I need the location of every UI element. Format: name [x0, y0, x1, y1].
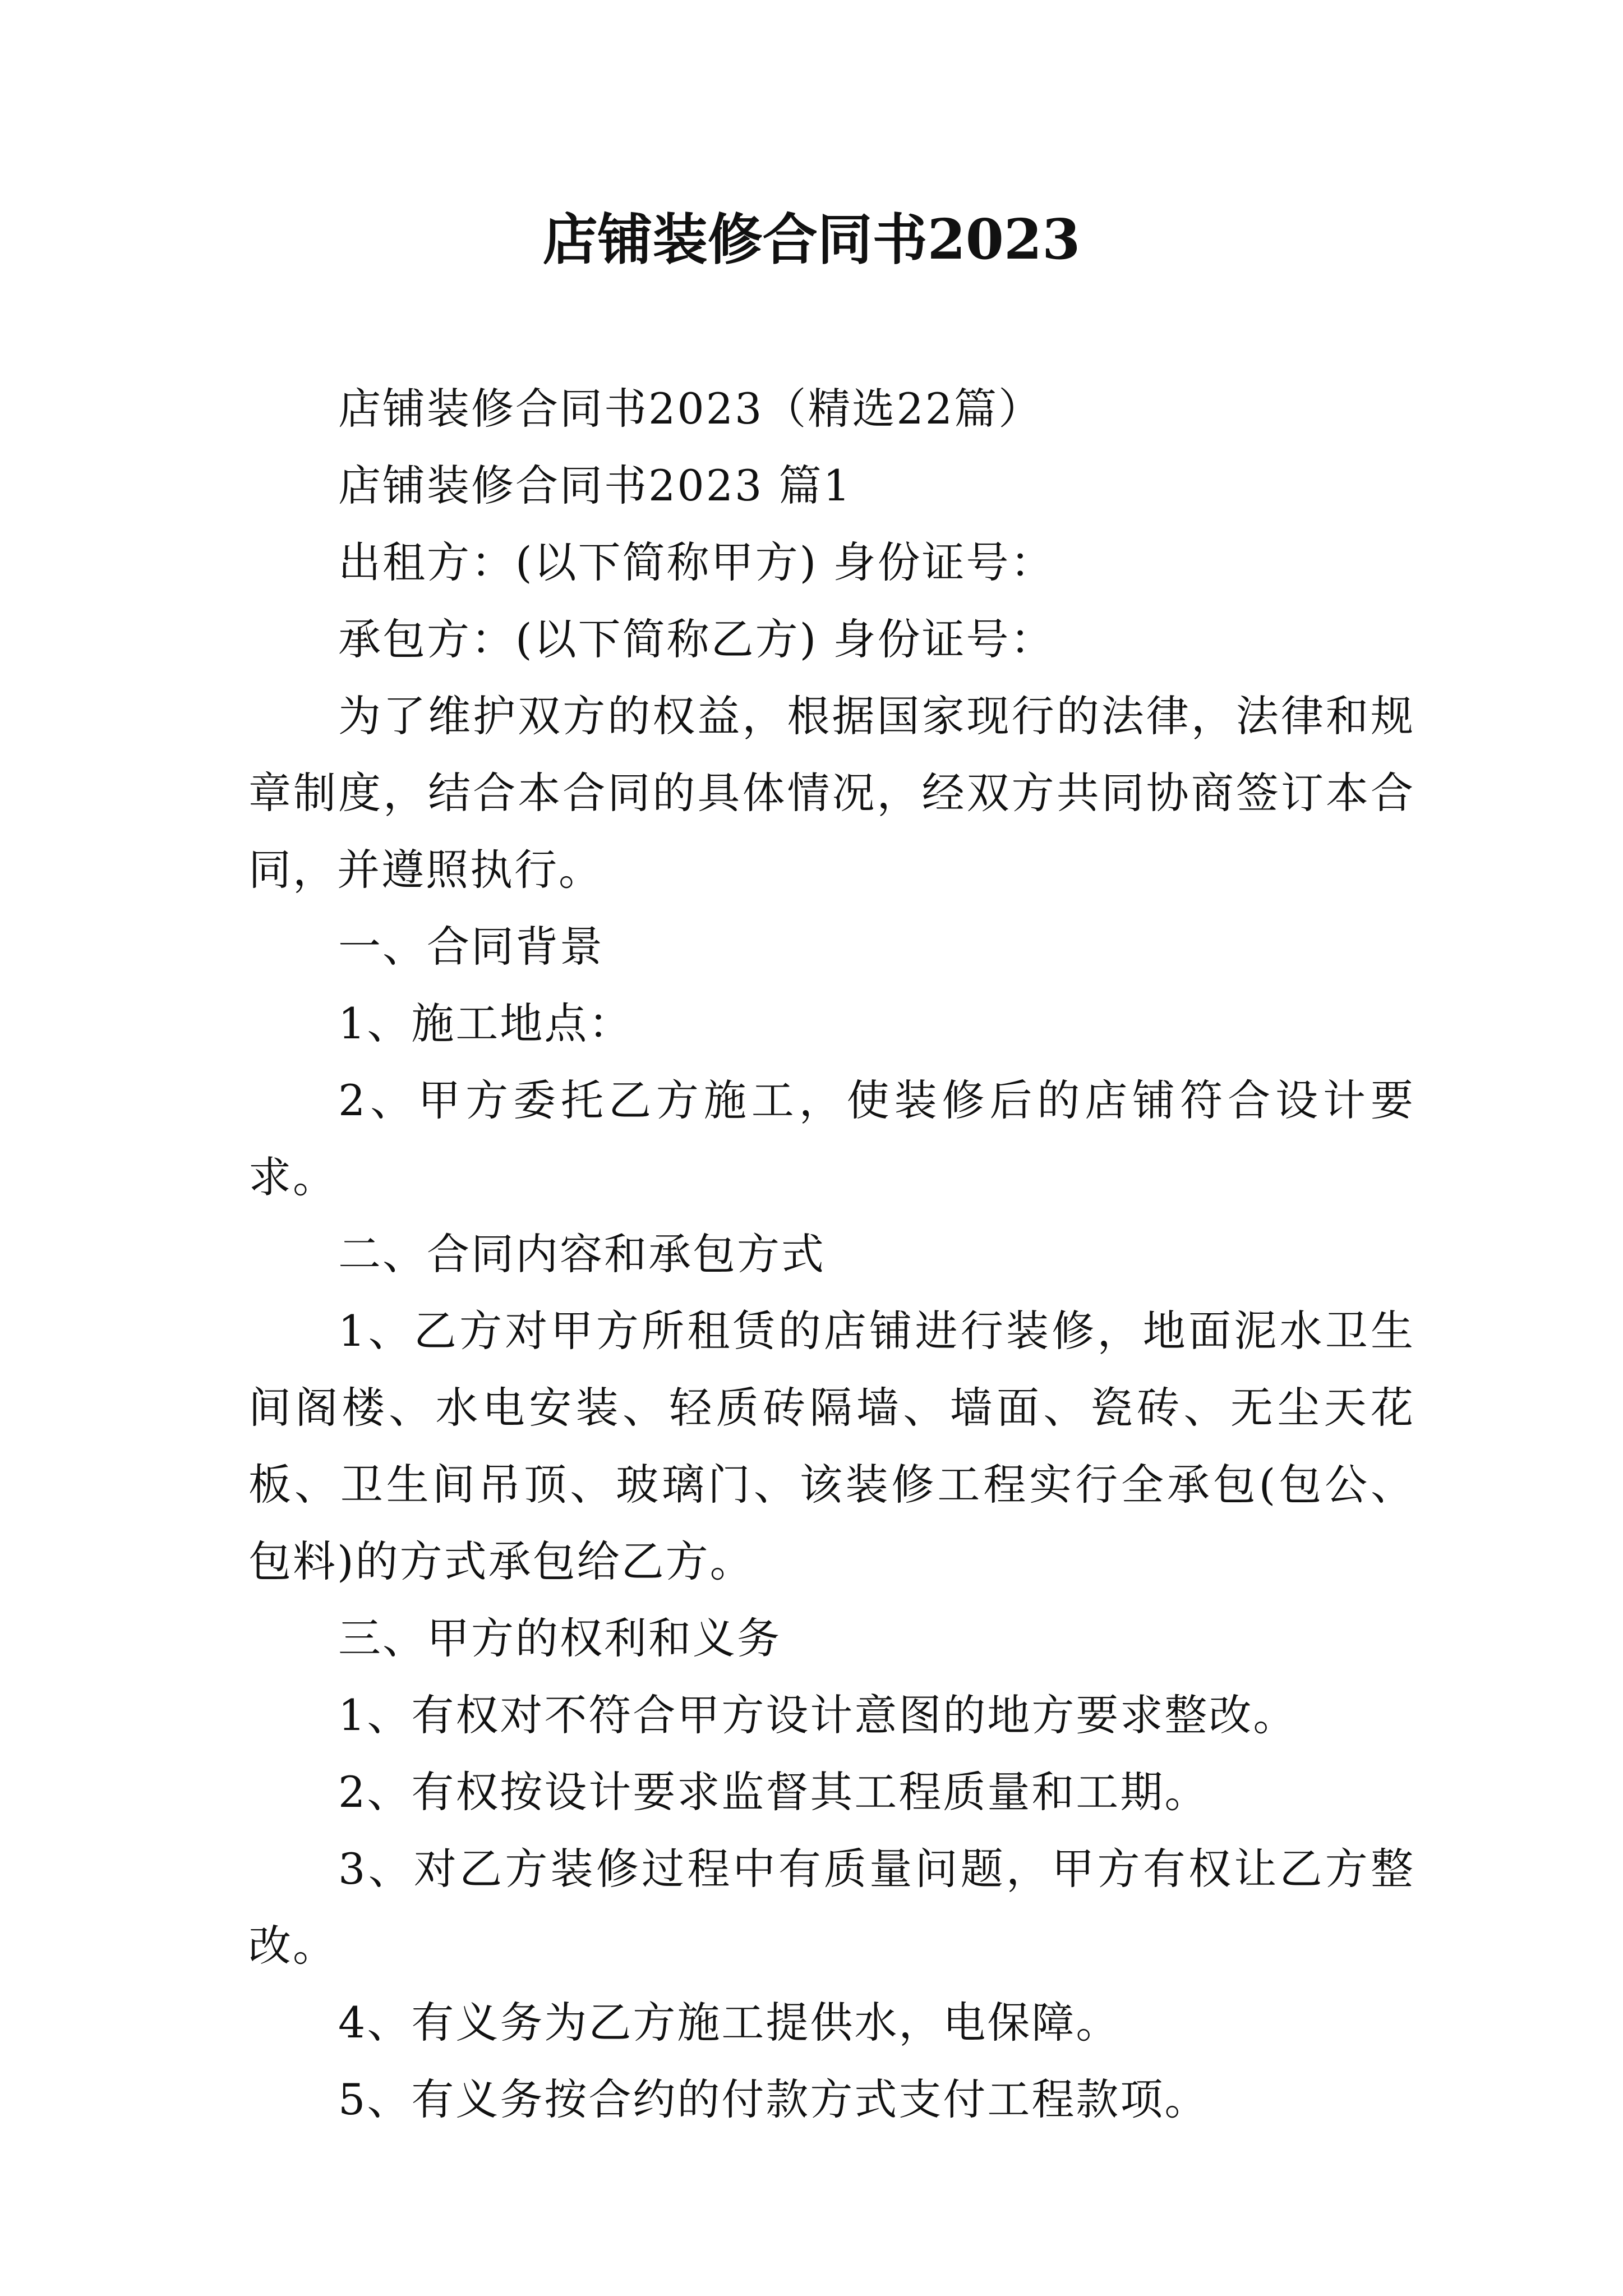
- paragraph-item: 4、有义务为乙方施工提供水，电保障。: [338, 1998, 1121, 2047]
- paragraph-item: 1、施工地点：: [338, 999, 633, 1048]
- paragraph-item: 1、乙方对甲方所租赁的店铺进行装修，地面泥水卫生间阁楼、水电安装、轻质砖隔墙、墙面、瓷砖、无尘天花板、卫生间吊顶、玻璃门、该装修工程实行全承包(包公、包料)的方式承包给乙方。: [248, 1306, 1415, 1586]
- paragraph-item: 1、有权对不符合甲方设计意图的地方要求整改。: [338, 1690, 1298, 1740]
- document-title: 店铺装修合同书2023: [542, 208, 1081, 272]
- document-body: [248, 370, 1415, 2138]
- paragraph-section-heading: 店铺装修合同书2023 篇1: [338, 461, 852, 510]
- paragraph-item: 3、对乙方装修过程中有质量问题，甲方有权让乙方整改。: [248, 1844, 1415, 1971]
- paragraph-lessor: 出租方：(以下简称甲方) 身份证号：: [338, 537, 1055, 587]
- paragraph-item: 2、甲方委托乙方施工，使装修后的店铺符合设计要求。: [248, 1075, 1415, 1202]
- paragraph-preamble: 为了维护双方的权益，根据国家现行的法律，法律和规章制度，结合本合同的具体情况，经双方共同协商签订本合同，并遵照执行。: [248, 691, 1415, 895]
- paragraph-item: 2、有权按设计要求监督其工程质量和工期。: [338, 1767, 1209, 1817]
- paragraph-item: 5、有义务按合约的付款方式支付工程款项。: [338, 2074, 1209, 2124]
- paragraph-heading-background: 一、合同背景: [338, 922, 604, 972]
- paragraph-contractor: 承包方：(以下简称乙方) 身份证号：: [338, 614, 1055, 664]
- paragraph-heading-rights: 三、甲方的权利和义务: [338, 1613, 781, 1663]
- paragraph-heading-content: 二、合同内容和承包方式: [338, 1229, 826, 1279]
- paragraph-subtitle: 店铺装修合同书2023（精选22篇）: [338, 384, 1043, 434]
